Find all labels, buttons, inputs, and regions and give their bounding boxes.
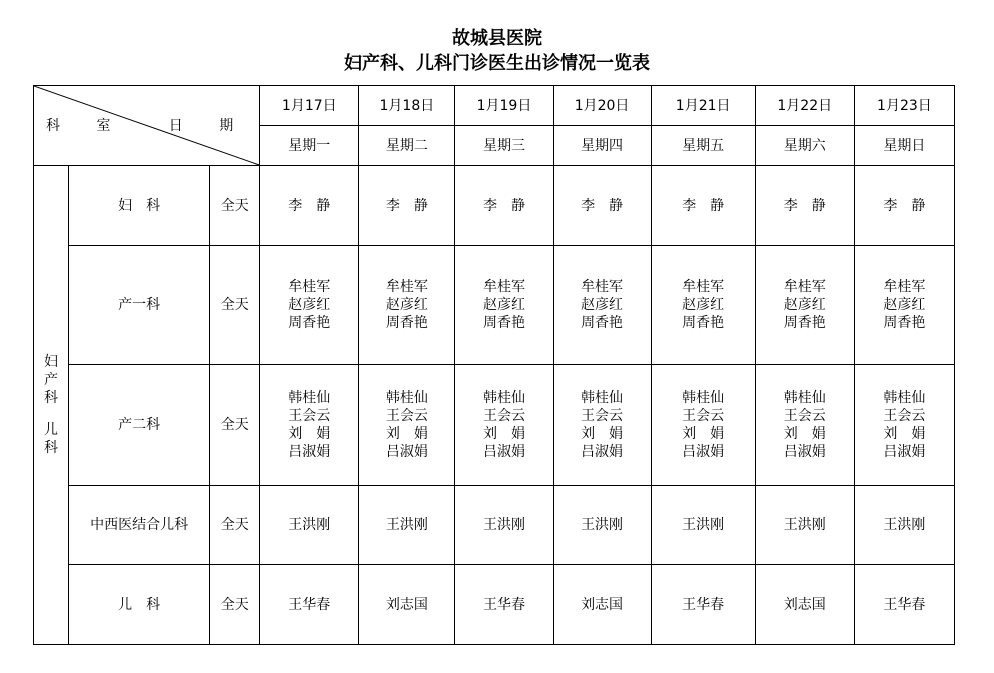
doctor-name: 刘 娟 bbox=[482, 426, 525, 442]
doctor-name: 周香艳 bbox=[783, 315, 826, 331]
doctor-cell bbox=[260, 246, 359, 365]
doctor-name: 王洪刚 bbox=[783, 517, 826, 533]
table-row bbox=[34, 486, 955, 565]
date-cell: 1月22日 bbox=[755, 86, 854, 126]
doctor-name: 王会云 bbox=[385, 408, 428, 424]
department-cell: 妇 科 bbox=[69, 166, 210, 246]
weekday-cell: 星期三 bbox=[455, 126, 553, 166]
doctor-name: 王洪刚 bbox=[288, 517, 331, 533]
doctor-cell bbox=[260, 365, 359, 486]
doctor-name: 吕淑娟 bbox=[682, 444, 725, 460]
doctor-name: 牟桂军 bbox=[883, 279, 926, 295]
doctor-cell bbox=[455, 565, 553, 645]
department-cell: 儿 科 bbox=[69, 565, 210, 645]
doctor-cell bbox=[854, 486, 954, 565]
doctor-cell bbox=[651, 365, 755, 486]
doctor-name: 王华春 bbox=[482, 596, 525, 613]
doctor-cell bbox=[260, 565, 359, 645]
group-label-char: 妇 bbox=[44, 354, 59, 370]
time-cell: 全天 bbox=[210, 246, 260, 365]
doctor-name: 李 静 bbox=[482, 197, 525, 214]
doctor-name: 李 静 bbox=[288, 197, 331, 214]
doctor-name: 牟桂军 bbox=[581, 279, 624, 295]
doctor-name: 王华春 bbox=[288, 596, 331, 613]
date-cell: 1月23日 bbox=[854, 86, 954, 126]
doctor-name: 韩桂仙 bbox=[288, 390, 331, 406]
doctor-name: 韩桂仙 bbox=[682, 390, 725, 406]
weekday-cell: 星期四 bbox=[553, 126, 651, 166]
doctor-cell bbox=[455, 166, 553, 246]
doctor-name: 刘 娟 bbox=[682, 426, 725, 442]
date-cell: 1月21日 bbox=[651, 86, 755, 126]
table-title: 妇产科、儿科门诊医生出诊情况一览表 bbox=[344, 53, 650, 74]
doctor-cell bbox=[455, 365, 553, 486]
doctor-name: 赵彦红 bbox=[385, 297, 428, 313]
doctor-name: 韩桂仙 bbox=[783, 390, 826, 406]
weekday-cell: 星期日 bbox=[854, 126, 954, 166]
date-cell: 1月18日 bbox=[359, 86, 455, 126]
doctor-name: 王洪刚 bbox=[581, 517, 624, 533]
department-cell: 产一科 bbox=[69, 246, 210, 365]
doctor-name: 牟桂军 bbox=[682, 279, 725, 295]
doctor-cell bbox=[260, 166, 359, 246]
table-row bbox=[34, 246, 955, 365]
group-label-char: 产 bbox=[44, 372, 59, 388]
doctor-name: 李 静 bbox=[581, 197, 624, 214]
doctor-name: 李 静 bbox=[385, 197, 428, 214]
time-cell: 全天 bbox=[210, 166, 260, 246]
doctor-name: 韩桂仙 bbox=[482, 390, 525, 406]
doctor-cell bbox=[651, 565, 755, 645]
doctor-name: 牟桂军 bbox=[385, 279, 428, 295]
doctor-name: 刘志国 bbox=[581, 596, 624, 613]
doctor-cell bbox=[553, 166, 651, 246]
doctor-cell bbox=[359, 565, 455, 645]
doctor-cell bbox=[755, 166, 854, 246]
doctor-name: 刘 娟 bbox=[288, 426, 331, 442]
doctor-cell bbox=[553, 486, 651, 565]
doctor-cell bbox=[755, 486, 854, 565]
doctor-name: 周香艳 bbox=[288, 315, 331, 331]
date-cell: 1月20日 bbox=[553, 86, 651, 126]
doctor-name: 刘志国 bbox=[385, 596, 428, 613]
doctor-cell bbox=[455, 486, 553, 565]
doctor-cell bbox=[260, 486, 359, 565]
doctor-name: 吕淑娟 bbox=[482, 444, 525, 460]
doctor-name: 刘志国 bbox=[783, 596, 826, 613]
doctor-name: 王会云 bbox=[482, 408, 525, 424]
doctor-name: 刘 娟 bbox=[883, 426, 926, 442]
doctor-name: 刘 娟 bbox=[385, 426, 428, 442]
table-row bbox=[34, 166, 955, 246]
doctor-name: 王会云 bbox=[783, 408, 826, 424]
doctor-name: 赵彦红 bbox=[288, 297, 331, 313]
doctor-name: 王华春 bbox=[883, 596, 926, 613]
doctor-name: 赵彦红 bbox=[482, 297, 525, 313]
doctor-name: 李 静 bbox=[682, 197, 725, 214]
group-label-char: 科 bbox=[44, 390, 59, 406]
doctor-cell bbox=[651, 166, 755, 246]
doctor-name: 王洪刚 bbox=[385, 517, 428, 533]
department-cell: 中西医结合儿科 bbox=[69, 486, 210, 565]
doctor-name: 吕淑娟 bbox=[385, 444, 428, 460]
doctor-cell bbox=[553, 565, 651, 645]
doctor-name: 吕淑娟 bbox=[783, 444, 826, 460]
doctor-name: 牟桂军 bbox=[783, 279, 826, 295]
doctor-name: 王洪刚 bbox=[682, 517, 725, 533]
doctor-name: 赵彦红 bbox=[783, 297, 826, 313]
date-cell: 1月19日 bbox=[455, 86, 553, 126]
doctor-name: 韩桂仙 bbox=[385, 390, 428, 406]
doctor-name: 周香艳 bbox=[581, 315, 624, 331]
department-group-cell bbox=[34, 166, 69, 645]
doctor-name: 周香艳 bbox=[482, 315, 525, 331]
weekday-cell: 星期一 bbox=[260, 126, 359, 166]
doctor-name: 吕淑娟 bbox=[883, 444, 926, 460]
doctor-name: 韩桂仙 bbox=[581, 390, 624, 406]
doctor-name: 刘 娟 bbox=[581, 426, 624, 442]
doctor-cell bbox=[854, 246, 954, 365]
doctor-cell bbox=[359, 246, 455, 365]
doctor-name: 吕淑娟 bbox=[288, 444, 331, 460]
doctor-name: 王会云 bbox=[581, 408, 624, 424]
doctor-name: 赵彦红 bbox=[682, 297, 725, 313]
date-header: 日 期 bbox=[168, 118, 250, 134]
doctor-name: 王会云 bbox=[883, 408, 926, 424]
doctor-name: 王洪刚 bbox=[883, 517, 926, 533]
time-cell: 全天 bbox=[210, 565, 260, 645]
doctor-name: 李 静 bbox=[783, 197, 826, 214]
doctor-cell bbox=[359, 486, 455, 565]
date-cell: 1月17日 bbox=[260, 86, 359, 126]
doctor-name: 王洪刚 bbox=[482, 517, 525, 533]
doctor-cell bbox=[755, 246, 854, 365]
doctor-cell bbox=[854, 365, 954, 486]
table-row bbox=[34, 565, 955, 645]
doctor-cell bbox=[854, 166, 954, 246]
schedule-table bbox=[33, 85, 955, 645]
weekday-cell: 星期二 bbox=[359, 126, 455, 166]
doctor-name: 王会云 bbox=[682, 408, 725, 424]
time-cell: 全天 bbox=[210, 486, 260, 565]
department-header: 科 室 bbox=[46, 118, 127, 134]
doctor-cell bbox=[651, 246, 755, 365]
doctor-name: 韩桂仙 bbox=[883, 390, 926, 406]
doctor-cell bbox=[553, 365, 651, 486]
doctor-cell bbox=[359, 365, 455, 486]
doctor-name: 李 静 bbox=[883, 197, 926, 214]
doctor-cell bbox=[359, 166, 455, 246]
doctor-name: 王华春 bbox=[682, 596, 725, 613]
doctor-cell bbox=[854, 565, 954, 645]
doctor-name: 吕淑娟 bbox=[581, 444, 624, 460]
doctor-name: 周香艳 bbox=[682, 315, 725, 331]
group-label-char: 儿 bbox=[44, 422, 59, 438]
weekday-cell: 星期五 bbox=[651, 126, 755, 166]
group-label-char: 科 bbox=[44, 440, 59, 456]
doctor-name: 赵彦红 bbox=[883, 297, 926, 313]
doctor-cell bbox=[455, 246, 553, 365]
time-cell: 全天 bbox=[210, 365, 260, 486]
doctor-cell bbox=[553, 246, 651, 365]
doctor-cell bbox=[755, 565, 854, 645]
doctor-cell bbox=[651, 486, 755, 565]
weekday-cell: 星期六 bbox=[755, 126, 854, 166]
doctor-name: 赵彦红 bbox=[581, 297, 624, 313]
doctor-name: 牟桂军 bbox=[288, 279, 331, 295]
table-row bbox=[34, 365, 955, 486]
corner-header-cell bbox=[34, 86, 260, 166]
doctor-name: 周香艳 bbox=[883, 315, 926, 331]
doctor-name: 刘 娟 bbox=[783, 426, 826, 442]
doctor-name: 牟桂军 bbox=[482, 279, 525, 295]
department-cell: 产二科 bbox=[69, 365, 210, 486]
doctor-name: 王会云 bbox=[288, 408, 331, 424]
hospital-title: 故城县医院 bbox=[452, 28, 542, 49]
doctor-cell bbox=[755, 365, 854, 486]
doctor-name: 周香艳 bbox=[385, 315, 428, 331]
